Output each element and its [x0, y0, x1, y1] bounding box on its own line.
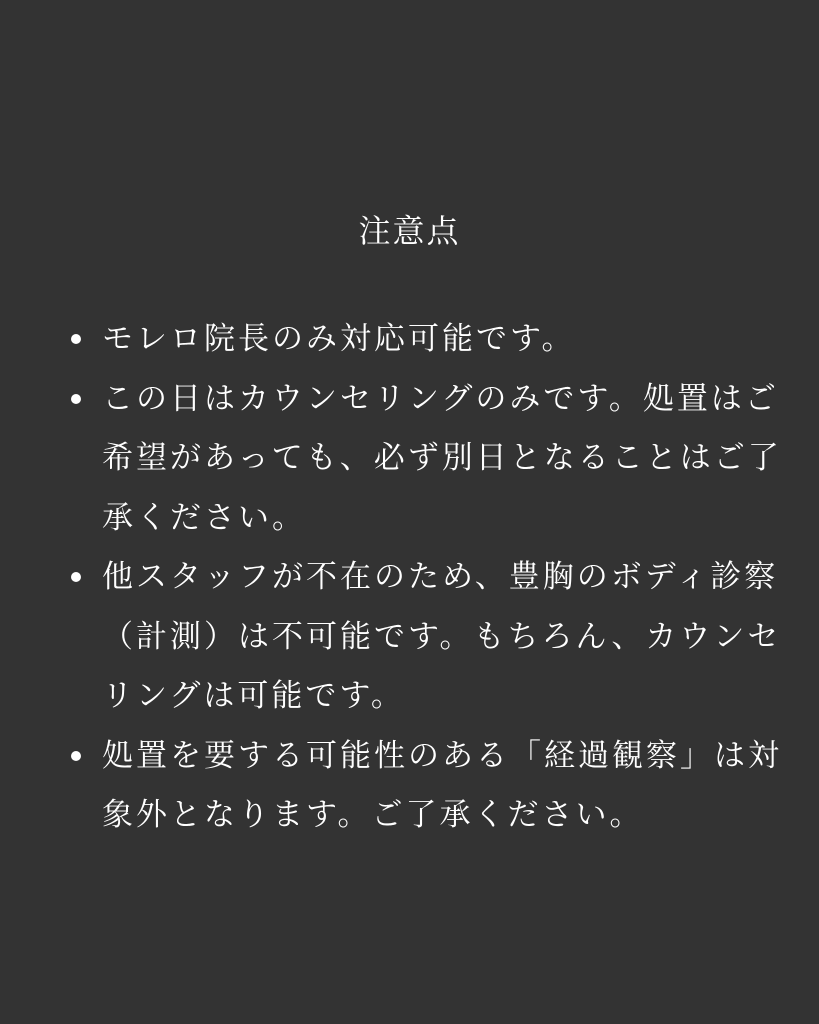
note-text: この日はカウンセリングのみです。処置はご希望があっても、必ず別日となることはご了承ください。: [102, 380, 782, 536]
note-text: モレロ院長のみ対応可能です。: [102, 321, 576, 357]
note-item: [70, 310, 790, 370]
note-text: 他スタッフが不在のため、豊胸のボディ診察（計測）は不可能です。もちろん、カウンセリングは可能です。: [102, 559, 782, 714]
page-title: 注意点: [358, 212, 461, 250]
note-text: 処置を要する可能性のある「経過観察」は対象外となります。ご了承ください。: [102, 737, 782, 833]
bullet-icon: [71, 334, 81, 344]
bullet-icon: [71, 751, 81, 761]
bullet-icon: [71, 572, 81, 582]
bullet-icon: [71, 394, 81, 404]
note-item: [70, 727, 790, 846]
note-item: [70, 548, 790, 727]
note-item: [70, 370, 790, 549]
notes-list: [70, 310, 790, 846]
